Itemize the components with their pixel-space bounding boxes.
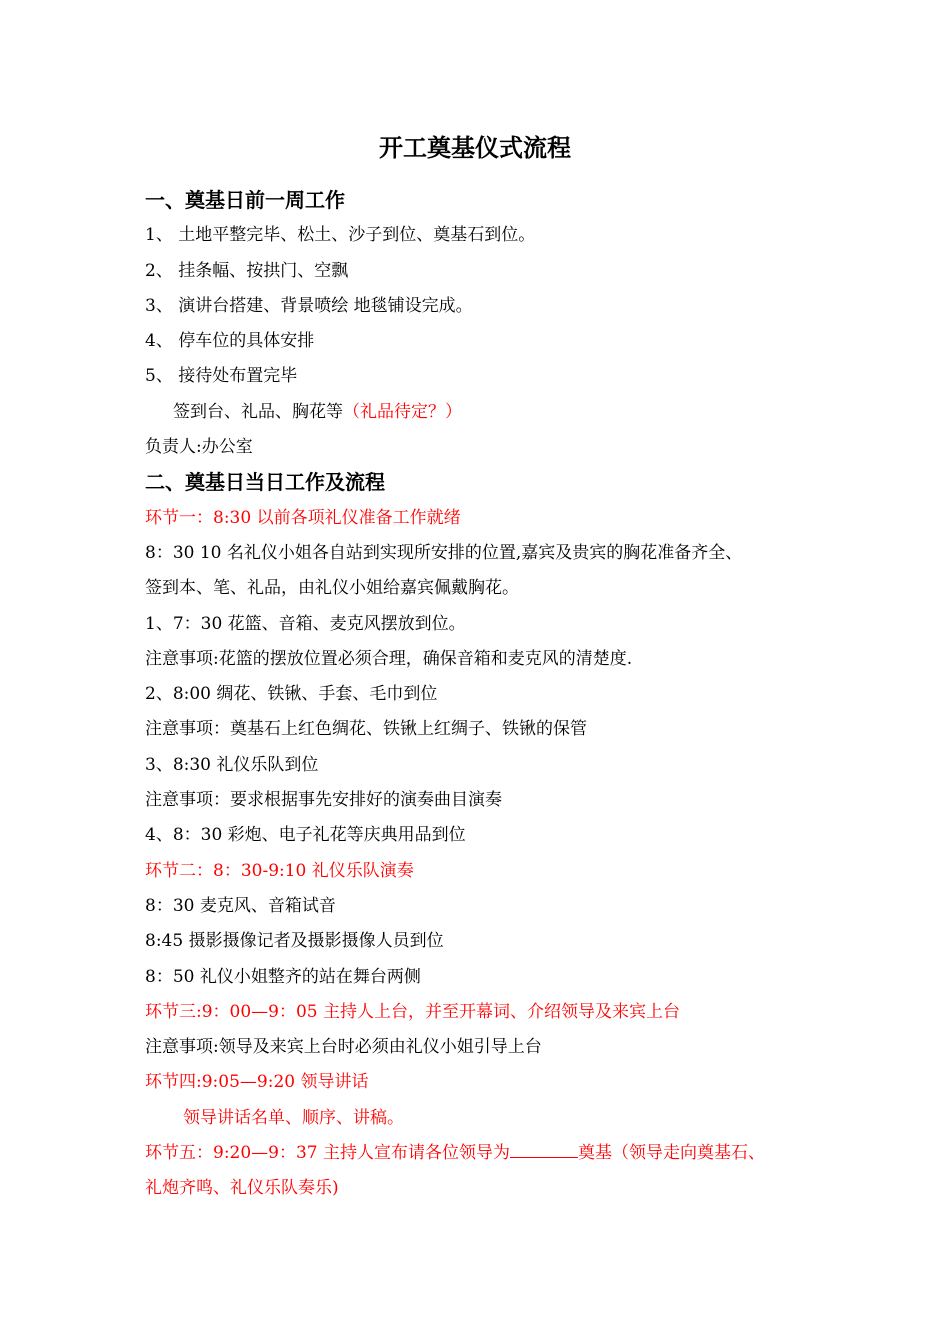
stage-5-text: 环节五：9:20—9：37 主持人宣布请各位领导为: [145, 1143, 511, 1164]
step-2: 2、8:00 绸花、铁锹、手套、毛巾到位: [145, 684, 438, 705]
document-body: [145, 183, 835, 1207]
stage-3-heading: 环节三:9：00—9：05 主持人上台，并至开幕词、介绍领导及来宾上台: [145, 1001, 681, 1022]
step-4: 4、8：30 彩炮、电子礼花等庆典用品到位: [145, 825, 466, 846]
reception-items: 签到台、礼品、胸花等: [173, 401, 343, 422]
reception-details: [145, 395, 835, 430]
stage-5-text-cont: 奠基（领导走向奠基石、: [578, 1143, 766, 1164]
stage-3-note: 注意事项:领导及来宾上台时必须由礼仪小姐引导上台: [145, 1037, 542, 1058]
gift-pending-note: （礼品待定？）: [343, 401, 462, 422]
step-1-note: 注意事项:花篮的摆放位置必须合理，确保音箱和麦克风的清楚度.: [145, 648, 633, 669]
section-1-item: 5、 接待处布置完毕: [145, 366, 298, 387]
stage-4-description: 领导讲话名单、顺序、讲稿。: [183, 1107, 404, 1128]
stage-5-continuation: 礼炮齐鸣、礼仪乐队奏乐): [145, 1178, 339, 1199]
responsible-party: 负责人:办公室: [145, 437, 253, 458]
section-1-item: 3、 演讲台搭建、背景喷绘 地毯铺设完成。: [145, 295, 473, 316]
stage-2-item: 8：30 麦克风、音箱试音: [145, 895, 336, 916]
section-1-item: 2、 挂条幅、按拱门、空飘: [145, 260, 349, 281]
stage-2-heading: 环节二：8：30-9:10 礼仪乐队演奏: [145, 860, 414, 881]
step-1: 1、7：30 花篮、音箱、麦克风摆放到位。: [145, 613, 466, 634]
document-title: 开工奠基仪式流程: [379, 133, 571, 162]
stage-2-item: 8：50 礼仪小姐整齐的站在舞台两侧: [145, 966, 421, 987]
stage-4-heading: 环节四:9:05—9:20 领导讲话: [145, 1072, 369, 1093]
section-1-heading: 一、奠基日前一周工作: [145, 188, 345, 212]
section-1-item: 1、 土地平整完毕、松土、沙子到位、奠基石到位。: [145, 225, 536, 246]
fill-in-blank: [510, 1139, 578, 1158]
step-3-note: 注意事项：要求根据事先安排好的演奏曲目演奏: [145, 790, 502, 811]
section-2-heading: 二、奠基日当日工作及流程: [145, 470, 385, 495]
section-1-item: 4、 停车位的具体安排: [145, 331, 315, 352]
stage-1-description: 8：30 10 名礼仪小姐各自站到实现所安排的位置,嘉宾及贵宾的胸花准备齐全、: [145, 542, 743, 563]
stage-1-description-cont: 签到本、笔、礼品，由礼仪小姐给嘉宾佩戴胸花。: [145, 578, 519, 599]
step-3: 3、8:30 礼仪乐队到位: [145, 754, 319, 775]
step-2-note: 注意事项：奠基石上红色绸花、铁锹上红绸子、铁锹的保管: [145, 719, 587, 740]
stage-2-item: 8:45 摄影摄像记者及摄影摄像人员到位: [145, 931, 444, 952]
stage-5-heading: [145, 1136, 835, 1171]
stage-1-heading: 环节一：8:30 以前各项礼仪准备工作就绪: [145, 507, 461, 528]
